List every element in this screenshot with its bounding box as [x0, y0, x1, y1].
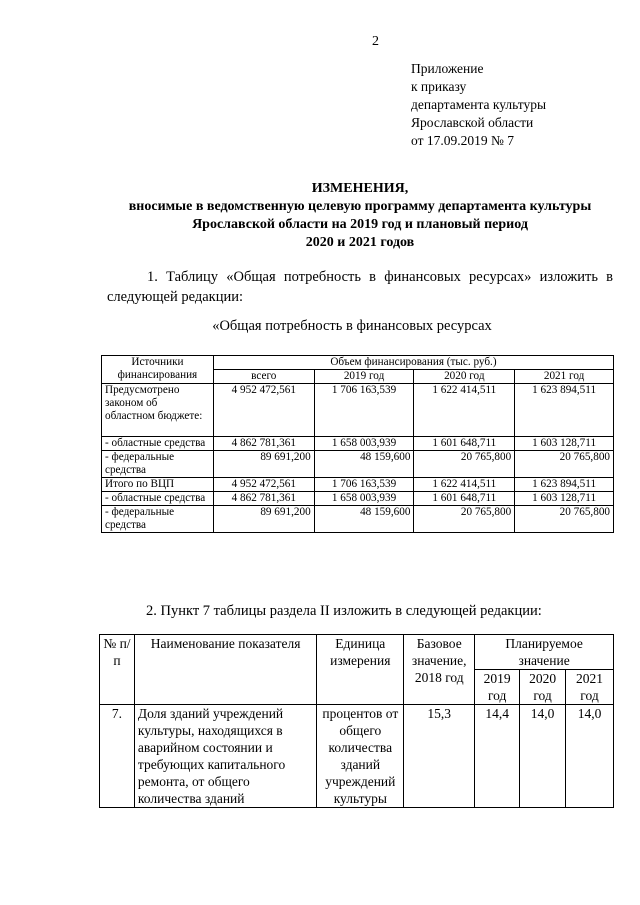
- appendix-line: от 17.09.2019 № 7: [411, 133, 514, 148]
- title-line: Ярославской области на 2019 год и плановый период: [192, 217, 528, 232]
- paragraph-2: 2. Пункт 7 таблицы раздела II изложить в следующей редакции:: [146, 603, 542, 619]
- subheader-2019: 2019 год: [314, 370, 414, 384]
- paragraph-1: 1. Таблицу «Общая потребность в финансовых ресурсах» изложить в следующей редакции:: [107, 269, 613, 305]
- cell-value: 20 765,800: [515, 506, 614, 533]
- header-num: № п/п: [100, 635, 135, 705]
- header-year-2021: 2021 год: [566, 670, 614, 705]
- cell-value: 1 658 003,939: [314, 437, 414, 451]
- appendix-line: Ярославской области: [411, 115, 534, 130]
- appendix-line: к приказу: [411, 79, 467, 94]
- cell-value: 20 765,800: [414, 506, 515, 533]
- row-value-2021: 14,0: [566, 705, 614, 808]
- document-title: [100, 180, 620, 252]
- cell-value: 4 862 781,361: [213, 437, 314, 451]
- table-row: [102, 384, 614, 437]
- cell-value: 4 952 472,561: [213, 478, 314, 492]
- header-volume: Объем финансирования (тыс. руб.): [213, 356, 613, 370]
- table-row: [102, 437, 614, 451]
- appendix-block: [411, 60, 546, 150]
- cell-value: 1 622 414,511: [414, 478, 515, 492]
- row-name: Доля зданий учреждений культуры, находящихся в аварийном состоянии и требующих капитального ремонта, от общего количества зданий: [134, 705, 316, 808]
- row-value-2019: 14,4: [475, 705, 520, 808]
- row-num: 7.: [100, 705, 135, 808]
- appendix-line: департамента культуры: [411, 97, 547, 112]
- row-unit: процентов от общего количества зданий учреждений культуры: [317, 705, 404, 808]
- appendix-line: Приложение: [411, 61, 484, 76]
- row-label: - областные средства: [102, 437, 214, 451]
- page-number: 2: [372, 34, 379, 49]
- title-line: вносимые в ведомственную целевую программу департамента культуры: [128, 199, 592, 214]
- cell-value: 48 159,600: [314, 451, 414, 478]
- cell-value: 1 603 128,711: [515, 492, 614, 506]
- header-name: Наименование показателя: [134, 635, 316, 705]
- cell-value: 1 706 163,539: [314, 478, 414, 492]
- cell-value: 4 952 472,561: [213, 384, 314, 437]
- cell-value: 1 658 003,939: [314, 492, 414, 506]
- row-label: - областные средства: [102, 492, 214, 506]
- header-source: Источники финансирования: [102, 356, 214, 384]
- cell-value: 1 601 648,711: [414, 492, 515, 506]
- cell-value: 89 691,200: [213, 506, 314, 533]
- cell-value: 1 623 894,511: [515, 384, 614, 437]
- indicator-table: [99, 634, 614, 808]
- subheader-2021: 2021 год: [515, 370, 614, 384]
- subheader-2020: 2020 год: [414, 370, 515, 384]
- table-row: [102, 451, 614, 478]
- financing-table: [101, 355, 614, 533]
- cell-value: 89 691,200: [213, 451, 314, 478]
- row-value-2020: 14,0: [520, 705, 566, 808]
- title-line: ИЗМЕНЕНИЯ,: [311, 181, 409, 196]
- table-row: [100, 705, 614, 808]
- header-unit: Единица измерения: [317, 635, 404, 705]
- table-row: [102, 478, 614, 492]
- table1-caption: «Общая потребность в финансовых ресурсах: [212, 318, 492, 334]
- title-line: 2020 и 2021 годов: [305, 235, 415, 250]
- cell-value: 4 862 781,361: [213, 492, 314, 506]
- row-label: Предусмотрено законом об областном бюджете:: [102, 384, 214, 437]
- cell-value: 48 159,600: [314, 506, 414, 533]
- row-label: - федеральные средства: [102, 451, 214, 478]
- cell-value: 1 603 128,711: [515, 437, 614, 451]
- table-row: [102, 506, 614, 533]
- cell-value: 1 601 648,711: [414, 437, 515, 451]
- cell-value: 20 765,800: [515, 451, 614, 478]
- row-label: Итого по ВЦП: [102, 478, 214, 492]
- header-year-2019: 2019 год: [475, 670, 520, 705]
- header-year-2020: 2020 год: [520, 670, 566, 705]
- cell-value: 1 622 414,511: [414, 384, 515, 437]
- header-base: Базовое значение, 2018 год: [404, 635, 475, 705]
- cell-value: 1 623 894,511: [515, 478, 614, 492]
- row-label: - федеральные средства: [102, 506, 214, 533]
- cell-value: 1 706 163,539: [314, 384, 414, 437]
- row-base: 15,3: [404, 705, 475, 808]
- cell-value: 20 765,800: [414, 451, 515, 478]
- table-row: [102, 492, 614, 506]
- header-planned: Планируемое значение: [475, 635, 614, 670]
- subheader-total: всего: [213, 370, 314, 384]
